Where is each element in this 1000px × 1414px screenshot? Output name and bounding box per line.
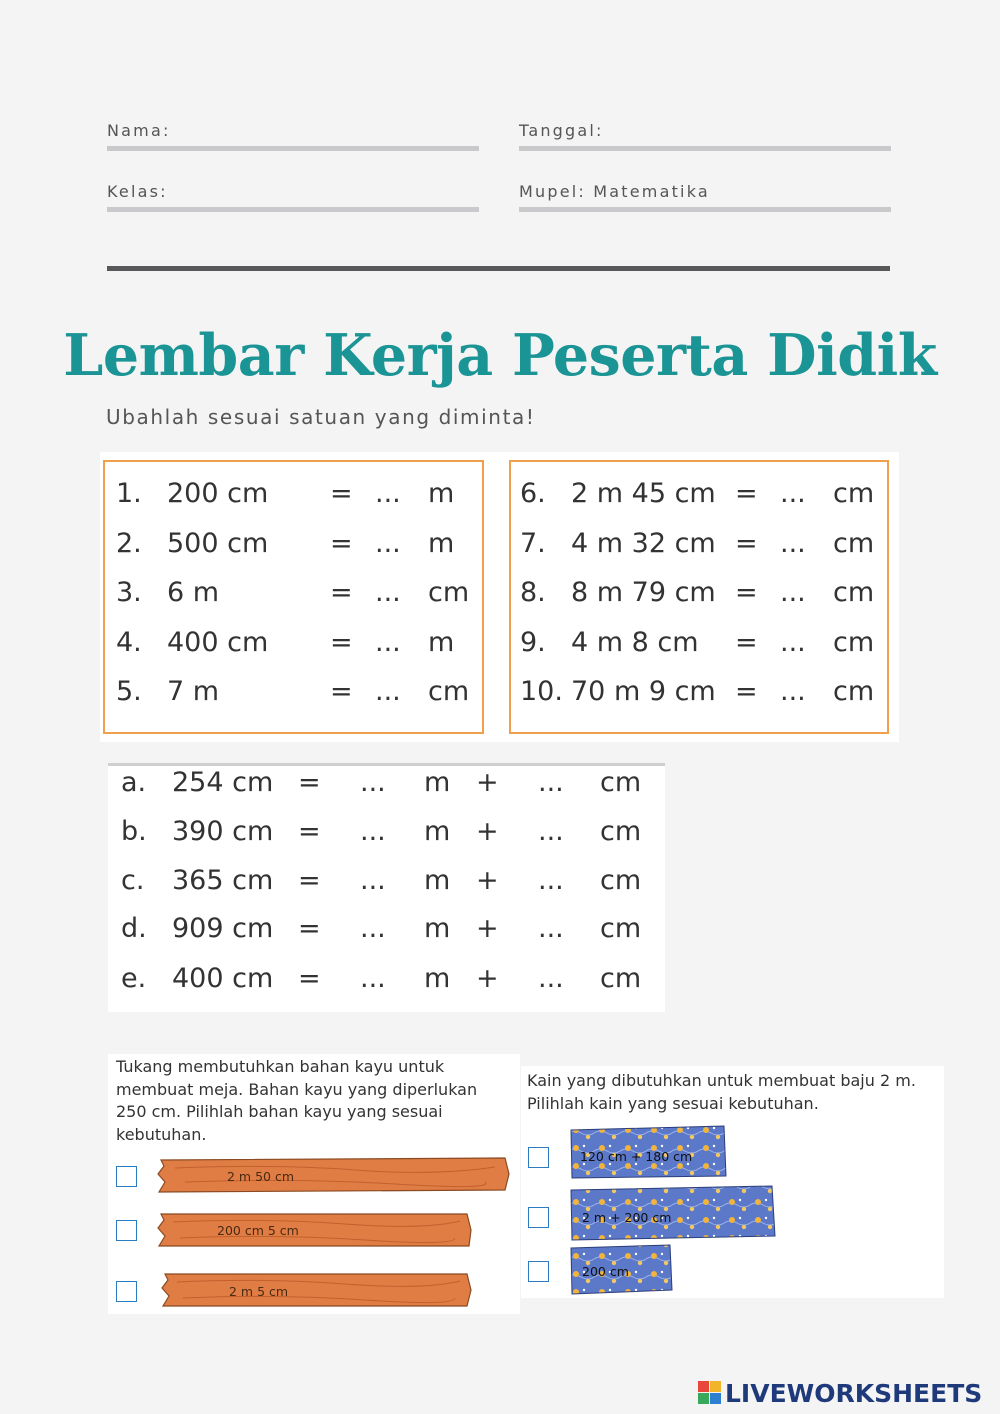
equals-sign: =: [298, 865, 321, 896]
cloth-option-3-label: 200 cm: [582, 1264, 629, 1279]
unit-label: cm: [428, 676, 470, 707]
answer-blank-input[interactable]: [370, 478, 418, 510]
unit-label: cm: [600, 913, 642, 944]
kelas-line: [107, 207, 479, 212]
unit-label: m: [424, 865, 451, 896]
equals-sign: =: [735, 478, 758, 509]
equals-sign: =: [298, 816, 321, 847]
answer-blank: ...: [375, 627, 401, 658]
unit-label: cm: [833, 478, 875, 509]
instruction: Ubahlah sesuai satuan yang diminta!: [106, 405, 536, 429]
tanggal-line: [519, 146, 891, 151]
answer-blank-input[interactable]: [370, 577, 418, 609]
unit-label: cm: [600, 963, 642, 994]
equals-sign: =: [330, 676, 353, 707]
answer-blank: ...: [538, 913, 564, 944]
answer-blank-input[interactable]: [370, 528, 418, 560]
equals-sign: =: [330, 577, 353, 608]
answer-blank: ...: [780, 528, 806, 559]
question-value: 365 cm: [172, 865, 274, 896]
tanggal-label: Tanggal:: [519, 121, 604, 140]
question-number: 9.: [520, 627, 546, 658]
answer-blank-input[interactable]: [775, 577, 825, 609]
cloth-question: [527, 1070, 947, 1115]
wood-question: [116, 1056, 516, 1146]
equals-sign: =: [298, 963, 321, 994]
answer-blank-input[interactable]: [355, 865, 407, 897]
answer-blank-input[interactable]: [775, 478, 825, 510]
nama-line: [107, 146, 479, 151]
unit-label: cm: [600, 767, 642, 798]
question-number: 7.: [520, 528, 546, 559]
cloth-question-line: Kain yang dibutuhkan untuk membuat baju 2 m.: [527, 1071, 916, 1090]
question-letter: e.: [121, 963, 147, 994]
answer-blank: ...: [780, 577, 806, 608]
wood-question-line: 250 cm. Pilihlah bahan kayu yang sesuai: [116, 1102, 443, 1121]
unit-label: m: [424, 767, 451, 798]
wood-plank-3[interactable]: [162, 1274, 471, 1306]
wood-planks: [155, 1152, 515, 1312]
unit-label: cm: [833, 577, 875, 608]
answer-blank: ...: [780, 627, 806, 658]
equals-sign: =: [330, 528, 353, 559]
unit-label: m: [424, 963, 451, 994]
part2-top-border: [108, 763, 665, 766]
unit-label: cm: [600, 816, 642, 847]
cloth-strips: [568, 1124, 780, 1298]
mupel-line: [519, 207, 891, 212]
cloth-question-line: Pilihlah kain yang sesuai kebutuhan.: [527, 1093, 819, 1113]
cloth-option-3-checkbox[interactable]: [528, 1261, 549, 1282]
answer-blank-input[interactable]: [355, 767, 407, 799]
answer-blank: ...: [538, 963, 564, 994]
wood-option-1-checkbox[interactable]: [116, 1166, 137, 1187]
unit-label: m: [424, 816, 451, 847]
question-letter: b.: [121, 816, 147, 847]
question-value: 2 m 45 cm: [571, 478, 716, 509]
wood-option-2-checkbox[interactable]: [116, 1220, 137, 1241]
page-title: Lembar Kerja Peserta Didik: [63, 322, 937, 389]
answer-blank: ...: [375, 676, 401, 707]
unit-label: cm: [428, 577, 470, 608]
cloth-strip-3[interactable]: [571, 1245, 672, 1294]
question-value: 4 m 32 cm: [571, 528, 716, 559]
answer-blank: ...: [375, 528, 401, 559]
answer-blank-input[interactable]: [533, 963, 585, 995]
question-value: 7 m: [167, 676, 220, 707]
wood-option-2-label: 200 cm 5 cm: [217, 1223, 299, 1238]
answer-blank: ...: [360, 816, 386, 847]
question-value: 254 cm: [172, 767, 274, 798]
kelas-label: Kelas:: [107, 182, 168, 201]
unit-label: m: [424, 913, 451, 944]
unit-label: cm: [600, 865, 642, 896]
liveworksheets-brand: LIVEWORKSHEETS: [725, 1379, 983, 1408]
wood-plank-2[interactable]: [158, 1214, 471, 1246]
answer-blank-input[interactable]: [370, 676, 418, 708]
wood-question-line: Tukang membutuhkan bahan kayu untuk: [116, 1057, 445, 1076]
answer-blank-input[interactable]: [533, 767, 585, 799]
question-number: 2.: [116, 528, 142, 559]
equals-sign: =: [735, 676, 758, 707]
equals-sign: =: [330, 627, 353, 658]
plus-sign: +: [476, 816, 499, 847]
answer-blank-input[interactable]: [533, 816, 585, 848]
answer-blank: ...: [538, 816, 564, 847]
answer-blank: ...: [360, 767, 386, 798]
cloth-strip-1[interactable]: [571, 1126, 726, 1178]
question-number: 4.: [116, 627, 142, 658]
cloth-option-2-checkbox[interactable]: [528, 1207, 549, 1228]
unit-label: m: [428, 528, 455, 559]
equals-sign: =: [298, 913, 321, 944]
cloth-strip-2[interactable]: [571, 1186, 775, 1240]
equals-sign: =: [735, 528, 758, 559]
answer-blank-input[interactable]: [775, 528, 825, 560]
question-number: 5.: [116, 676, 142, 707]
part1-left-box: [103, 460, 484, 734]
question-value: 400 cm: [172, 963, 274, 994]
question-value: 6 m: [167, 577, 220, 608]
answer-blank: ...: [360, 913, 386, 944]
question-value: 200 cm: [167, 478, 269, 509]
equals-sign: =: [735, 577, 758, 608]
cloth-option-1-label: 120 cm + 180 cm: [580, 1149, 693, 1164]
question-value: 909 cm: [172, 913, 274, 944]
header-divider: [107, 266, 890, 271]
question-number: 8.: [520, 577, 546, 608]
answer-blank: ...: [538, 767, 564, 798]
answer-blank: ...: [538, 865, 564, 896]
plus-sign: +: [476, 865, 499, 896]
question-value: 390 cm: [172, 816, 274, 847]
answer-blank-input[interactable]: [355, 913, 407, 945]
question-value: 400 cm: [167, 627, 269, 658]
plus-sign: +: [476, 767, 499, 798]
unit-label: cm: [833, 627, 875, 658]
wood-option-3-checkbox[interactable]: [116, 1281, 137, 1302]
liveworksheets-logo-icon: [698, 1381, 722, 1405]
answer-blank: ...: [375, 577, 401, 608]
cloth-option-1-checkbox[interactable]: [528, 1147, 549, 1168]
answer-blank: ...: [375, 478, 401, 509]
answer-blank-input[interactable]: [533, 865, 585, 897]
answer-blank: ...: [360, 963, 386, 994]
answer-blank-input[interactable]: [775, 676, 825, 708]
question-letter: c.: [121, 865, 145, 896]
question-letter: d.: [121, 913, 147, 944]
answer-blank-input[interactable]: [533, 913, 585, 945]
answer-blank-input[interactable]: [355, 816, 407, 848]
question-value: 4 m 8 cm: [571, 627, 699, 658]
answer-blank-input[interactable]: [370, 627, 418, 659]
unit-label: cm: [833, 528, 875, 559]
answer-blank: ...: [780, 676, 806, 707]
question-letter: a.: [121, 767, 147, 798]
answer-blank-input[interactable]: [355, 963, 407, 995]
wood-option-3-label: 2 m 5 cm: [229, 1284, 289, 1299]
wood-question-line: membuat meja. Bahan kayu yang diperlukan: [116, 1079, 478, 1099]
plus-sign: +: [476, 963, 499, 994]
answer-blank: ...: [360, 865, 386, 896]
equals-sign: =: [298, 767, 321, 798]
unit-label: m: [428, 478, 455, 509]
cloth-option-2-label: 2 m + 200 cm: [582, 1210, 672, 1225]
question-number: 6.: [520, 478, 546, 509]
question-value: 500 cm: [167, 528, 269, 559]
question-number: 3.: [116, 577, 142, 608]
unit-label: cm: [833, 676, 875, 707]
answer-blank: ...: [780, 478, 806, 509]
unit-label: m: [428, 627, 455, 658]
wood-option-1-label: 2 m 50 cm: [227, 1169, 295, 1184]
question-value: 70 m 9 cm: [571, 676, 716, 707]
question-value: 8 m 79 cm: [571, 577, 716, 608]
nama-label: Nama:: [107, 121, 171, 140]
mupel-label: Mupel: Matematika: [519, 182, 710, 201]
wood-plank-1[interactable]: [158, 1158, 509, 1192]
question-number: 1.: [116, 478, 142, 509]
question-number: 10.: [520, 676, 563, 707]
answer-blank-input[interactable]: [775, 627, 825, 659]
equals-sign: =: [330, 478, 353, 509]
equals-sign: =: [735, 627, 758, 658]
wood-question-line: kebutuhan.: [116, 1124, 207, 1144]
plus-sign: +: [476, 913, 499, 944]
